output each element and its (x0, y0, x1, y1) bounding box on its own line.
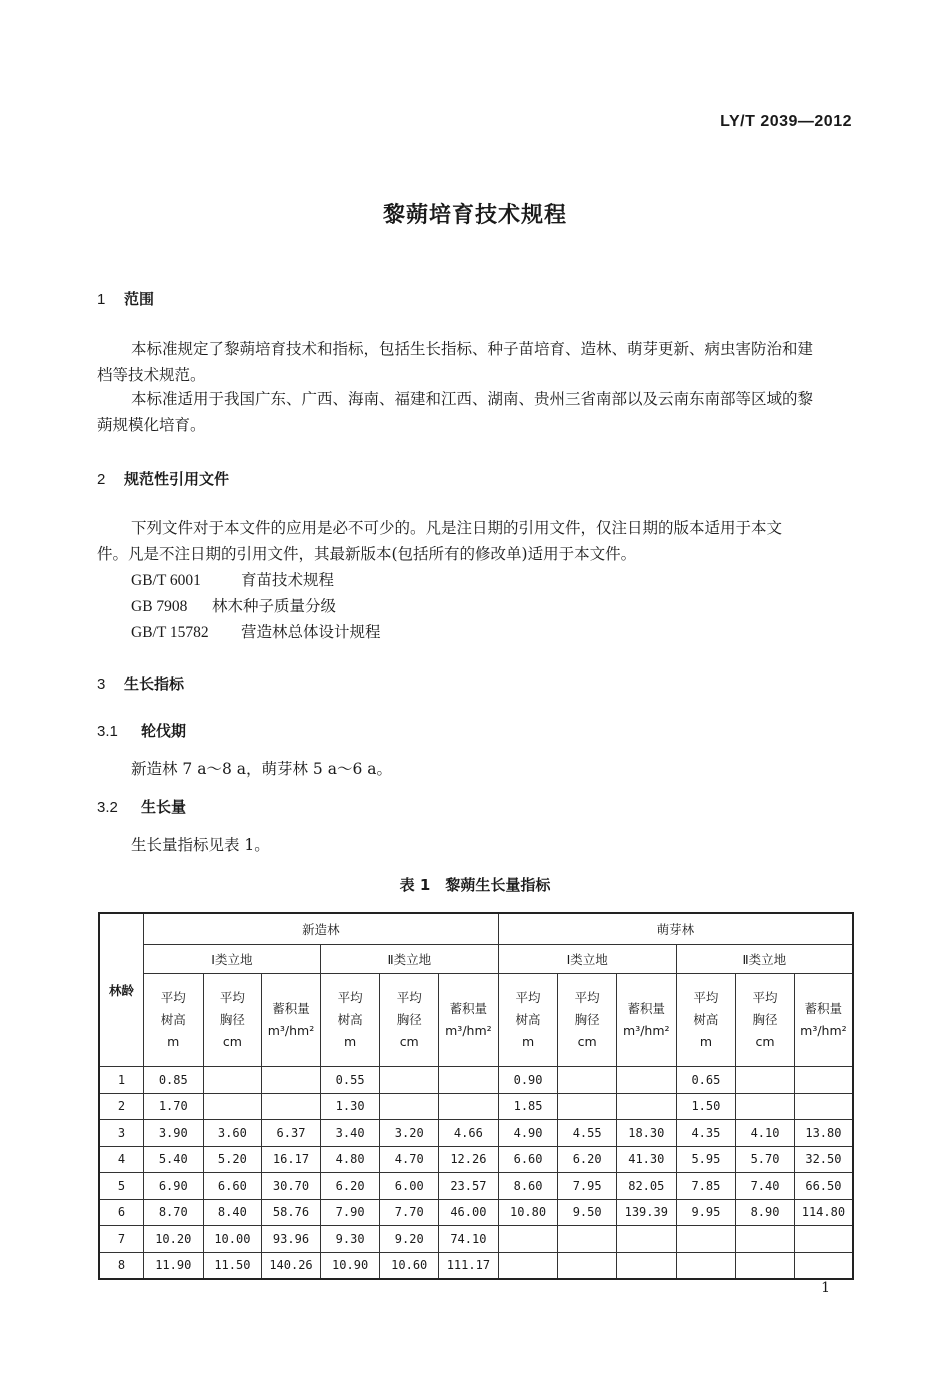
table-row (99, 1252, 853, 1279)
header-line: m³/hm² (267, 1023, 315, 1038)
header-line: 树高 (693, 1012, 719, 1027)
header-volume (616, 974, 676, 1067)
value-cell: 66.50 (794, 1173, 853, 1200)
document-title: 黎蒴培育技术规程 (382, 203, 567, 228)
header-avg-height (143, 974, 203, 1067)
header-line: cm (755, 1034, 775, 1049)
value-cell: 3.60 (203, 1120, 262, 1147)
value-cell: 10.60 (380, 1252, 439, 1279)
value-cell: 9.95 (676, 1199, 736, 1226)
header-avg-height (320, 974, 380, 1067)
value-cell (380, 1067, 439, 1094)
value-cell: 12.26 (439, 1146, 499, 1173)
value-cell: 9.50 (558, 1199, 617, 1226)
section-1-paragraph-1 (97, 336, 853, 388)
value-cell (794, 1067, 853, 1094)
header-line: 平均 (752, 990, 778, 1005)
value-cell: 0.85 (143, 1067, 203, 1094)
value-cell: 4.70 (380, 1146, 439, 1173)
section-1-paragraph-2 (97, 386, 853, 438)
value-cell: 10.20 (143, 1226, 203, 1253)
table-row (99, 1226, 853, 1253)
reference-code: GB/T 6001 (131, 572, 201, 589)
reference-item (131, 568, 334, 590)
value-cell: 93.96 (262, 1226, 321, 1253)
value-cell: 3.20 (380, 1120, 439, 1147)
header-line: 树高 (337, 1012, 363, 1027)
value-cell (736, 1226, 795, 1253)
value-cell: 6.20 (558, 1146, 617, 1173)
value-cell: 8.70 (143, 1199, 203, 1226)
header-age: 林龄 (99, 913, 143, 1067)
value-cell: 10.90 (320, 1252, 380, 1279)
header-line: 平均 (396, 990, 422, 1005)
reference-item (131, 620, 381, 642)
table-body (99, 1067, 853, 1280)
reference-item (131, 594, 336, 616)
table-row (99, 1093, 853, 1120)
value-cell (616, 1067, 676, 1094)
value-cell: 1.85 (498, 1093, 558, 1120)
value-cell: 13.80 (794, 1120, 853, 1147)
section-3-heading (97, 673, 184, 694)
value-cell (439, 1067, 499, 1094)
reference-name: 林木种子质量分级 (212, 597, 337, 615)
value-cell (794, 1252, 853, 1279)
value-cell: 1.50 (676, 1093, 736, 1120)
age-cell: 7 (99, 1226, 143, 1253)
value-cell: 82.05 (616, 1173, 676, 1200)
value-cell (380, 1093, 439, 1120)
header-site-class: Ⅰ类立地 (498, 945, 676, 974)
header-avg-height (676, 974, 736, 1067)
header-volume (262, 974, 321, 1067)
age-cell: 1 (99, 1067, 143, 1094)
value-cell: 5.70 (736, 1146, 795, 1173)
paragraph-line: 蒴规模化培育。 (97, 416, 206, 434)
value-cell: 4.10 (736, 1120, 795, 1147)
header-line: m (699, 1034, 712, 1049)
header-site-class: Ⅱ类立地 (676, 945, 853, 974)
reference-name: 育苗技术规程 (241, 571, 335, 589)
value-cell (736, 1093, 795, 1120)
value-cell: 111.17 (439, 1252, 499, 1279)
value-cell: 16.17 (262, 1146, 321, 1173)
value-cell: 8.40 (203, 1199, 262, 1226)
header-line: m³/hm² (623, 1023, 670, 1038)
header-line: 平均 (160, 990, 186, 1005)
value-cell (616, 1093, 676, 1120)
value-cell (736, 1067, 795, 1094)
section-2-paragraph (97, 515, 853, 567)
header-site-class: Ⅱ类立地 (320, 945, 498, 974)
value-cell: 5.95 (676, 1146, 736, 1173)
value-cell: 6.60 (203, 1173, 262, 1200)
value-cell: 11.50 (203, 1252, 262, 1279)
value-cell: 3.90 (143, 1120, 203, 1147)
reference-name: 营造林总体设计规程 (241, 623, 381, 641)
value-cell (794, 1226, 853, 1253)
header-volume (794, 974, 853, 1067)
table-row (99, 1067, 853, 1094)
section-number: 3 (97, 676, 106, 693)
paragraph-line: 本标准规定了黎蒴培育技术和指标，包括生长指标、种子苗培育、造林、萌芽更新、病虫害防治和建 (131, 340, 814, 358)
header-line: 平均 (219, 990, 245, 1005)
section-title: 范围 (124, 290, 155, 308)
section-title: 生长指标 (124, 675, 185, 693)
header-line: cm (577, 1034, 597, 1049)
section-title: 轮伐期 (141, 722, 187, 740)
value-cell: 41.30 (616, 1146, 676, 1173)
section-number: 3.2 (97, 799, 118, 816)
value-cell: 4.35 (676, 1120, 736, 1147)
value-cell: 6.00 (380, 1173, 439, 1200)
reference-code: GB/T 15782 (131, 624, 209, 641)
section-number: 3.1 (97, 723, 118, 740)
header-group-coppice: 萌芽林 (498, 913, 853, 945)
value-cell: 7.85 (676, 1173, 736, 1200)
value-cell (616, 1226, 676, 1253)
header-line: 胸径 (574, 1012, 600, 1027)
section-3-1-text: 新造林 7 a～8 a，萌芽林 5 a～6 a。 (131, 760, 392, 778)
value-cell (203, 1067, 262, 1094)
header-line: 树高 (160, 1012, 186, 1027)
paragraph-line: 档等技术规范。 (97, 366, 206, 384)
value-cell: 114.80 (794, 1199, 853, 1226)
value-cell: 46.00 (439, 1199, 499, 1226)
value-cell: 32.50 (794, 1146, 853, 1173)
section-3-1-heading (97, 720, 186, 741)
section-number: 2 (97, 471, 106, 488)
header-line: 树高 (515, 1012, 541, 1027)
table-row (99, 1146, 853, 1173)
value-cell (558, 1252, 617, 1279)
value-cell: 18.30 (616, 1120, 676, 1147)
header-line: 平均 (693, 990, 719, 1005)
section-1-heading (97, 288, 154, 309)
header-line: 平均 (515, 990, 541, 1005)
header-line: cm (399, 1034, 419, 1049)
value-cell: 7.90 (320, 1199, 380, 1226)
table-row (99, 1199, 853, 1226)
value-cell: 7.40 (736, 1173, 795, 1200)
value-cell: 11.90 (143, 1252, 203, 1279)
value-cell (558, 1093, 617, 1120)
header-line: 胸径 (752, 1012, 778, 1027)
value-cell: 5.20 (203, 1146, 262, 1173)
header-line: 蓄积量 (804, 1001, 843, 1016)
header-line: cm (222, 1034, 242, 1049)
header-avg-dbh (736, 974, 795, 1067)
value-cell: 1.30 (320, 1093, 380, 1120)
section-2-heading (97, 468, 229, 489)
table-row (99, 1120, 853, 1147)
value-cell: 10.80 (498, 1199, 558, 1226)
header-line: 平均 (337, 990, 363, 1005)
paragraph-line: 下列文件对于本文件的应用是必不可少的。凡是注日期的引用文件，仅注日期的版本适用于本文 (131, 519, 783, 537)
value-cell: 0.65 (676, 1067, 736, 1094)
header-group-new-plantation: 新造林 (143, 913, 498, 945)
value-cell: 5.40 (143, 1146, 203, 1173)
value-cell: 10.00 (203, 1226, 262, 1253)
age-cell: 8 (99, 1252, 143, 1279)
table-caption: 表 1 黎蒴生长量指标 (399, 876, 551, 894)
header-line: m (167, 1034, 180, 1049)
reference-code: GB 7908 (131, 598, 188, 615)
value-cell: 8.60 (498, 1173, 558, 1200)
value-cell: 4.90 (498, 1120, 558, 1147)
value-cell (558, 1226, 617, 1253)
value-cell: 139.39 (616, 1199, 676, 1226)
header-line: 蓄积量 (449, 1001, 488, 1016)
header-line: m³/hm² (800, 1023, 847, 1038)
value-cell: 4.55 (558, 1120, 617, 1147)
paragraph-line: 件。凡是不注日期的引用文件，其最新版本(包括所有的修改单)适用于本文件。 (97, 545, 637, 563)
value-cell: 140.26 (262, 1252, 321, 1279)
header-line: 胸径 (396, 1012, 422, 1027)
age-cell: 4 (99, 1146, 143, 1173)
header-site-class: Ⅰ类立地 (143, 945, 320, 974)
header-line: 平均 (574, 990, 600, 1005)
value-cell: 6.37 (262, 1120, 321, 1147)
header-avg-dbh (203, 974, 262, 1067)
paragraph-line: 本标准适用于我国广东、广西、海南、福建和江西、湖南、贵州三省南部以及云南东南部等区域的黎 (131, 390, 814, 408)
age-cell: 5 (99, 1173, 143, 1200)
header-avg-dbh (380, 974, 439, 1067)
value-cell: 23.57 (439, 1173, 499, 1200)
header-line: m (344, 1034, 357, 1049)
value-cell: 6.90 (143, 1173, 203, 1200)
table-row (99, 1173, 853, 1200)
age-cell: 6 (99, 1199, 143, 1226)
value-cell (498, 1226, 558, 1253)
value-cell (262, 1067, 321, 1094)
value-cell: 9.20 (380, 1226, 439, 1253)
value-cell (558, 1067, 617, 1094)
standard-code: LY/T 2039—2012 (720, 113, 852, 130)
value-cell: 4.80 (320, 1146, 380, 1173)
value-cell: 6.60 (498, 1146, 558, 1173)
header-line: m (521, 1034, 535, 1049)
header-volume (439, 974, 499, 1067)
header-line: 胸径 (219, 1012, 245, 1027)
value-cell (439, 1093, 499, 1120)
value-cell: 30.70 (262, 1173, 321, 1200)
age-cell: 3 (99, 1120, 143, 1147)
value-cell (203, 1093, 262, 1120)
header-avg-dbh (558, 974, 617, 1067)
value-cell (262, 1093, 321, 1120)
value-cell: 8.90 (736, 1199, 795, 1226)
age-cell: 2 (99, 1093, 143, 1120)
section-title: 规范性引用文件 (124, 470, 230, 488)
value-cell (616, 1252, 676, 1279)
value-cell: 4.66 (439, 1120, 499, 1147)
value-cell: 3.40 (320, 1120, 380, 1147)
value-cell: 1.70 (143, 1093, 203, 1120)
metric-header-row (99, 974, 853, 1067)
value-cell: 74.10 (439, 1226, 499, 1253)
value-cell (498, 1252, 558, 1279)
value-cell (736, 1252, 795, 1279)
section-number: 1 (97, 291, 106, 308)
value-cell: 0.55 (320, 1067, 380, 1094)
value-cell: 9.30 (320, 1226, 380, 1253)
value-cell (676, 1226, 736, 1253)
value-cell (676, 1252, 736, 1279)
value-cell: 0.90 (498, 1067, 558, 1094)
value-cell: 6.20 (320, 1173, 380, 1200)
value-cell: 58.76 (262, 1199, 321, 1226)
section-title: 生长量 (141, 798, 187, 816)
header-line: m³/hm² (445, 1023, 492, 1038)
section-3-2-text: 生长量指标见表 1。 (131, 836, 270, 854)
section-3-2-heading (97, 796, 186, 817)
page-number: 1 (821, 1280, 830, 1296)
header-line: 蓄积量 (627, 1001, 666, 1016)
header-line: 蓄积量 (272, 1001, 310, 1016)
header-avg-height (498, 974, 558, 1067)
value-cell (794, 1093, 853, 1120)
growth-table (98, 912, 854, 1280)
value-cell: 7.95 (558, 1173, 617, 1200)
value-cell: 7.70 (380, 1199, 439, 1226)
